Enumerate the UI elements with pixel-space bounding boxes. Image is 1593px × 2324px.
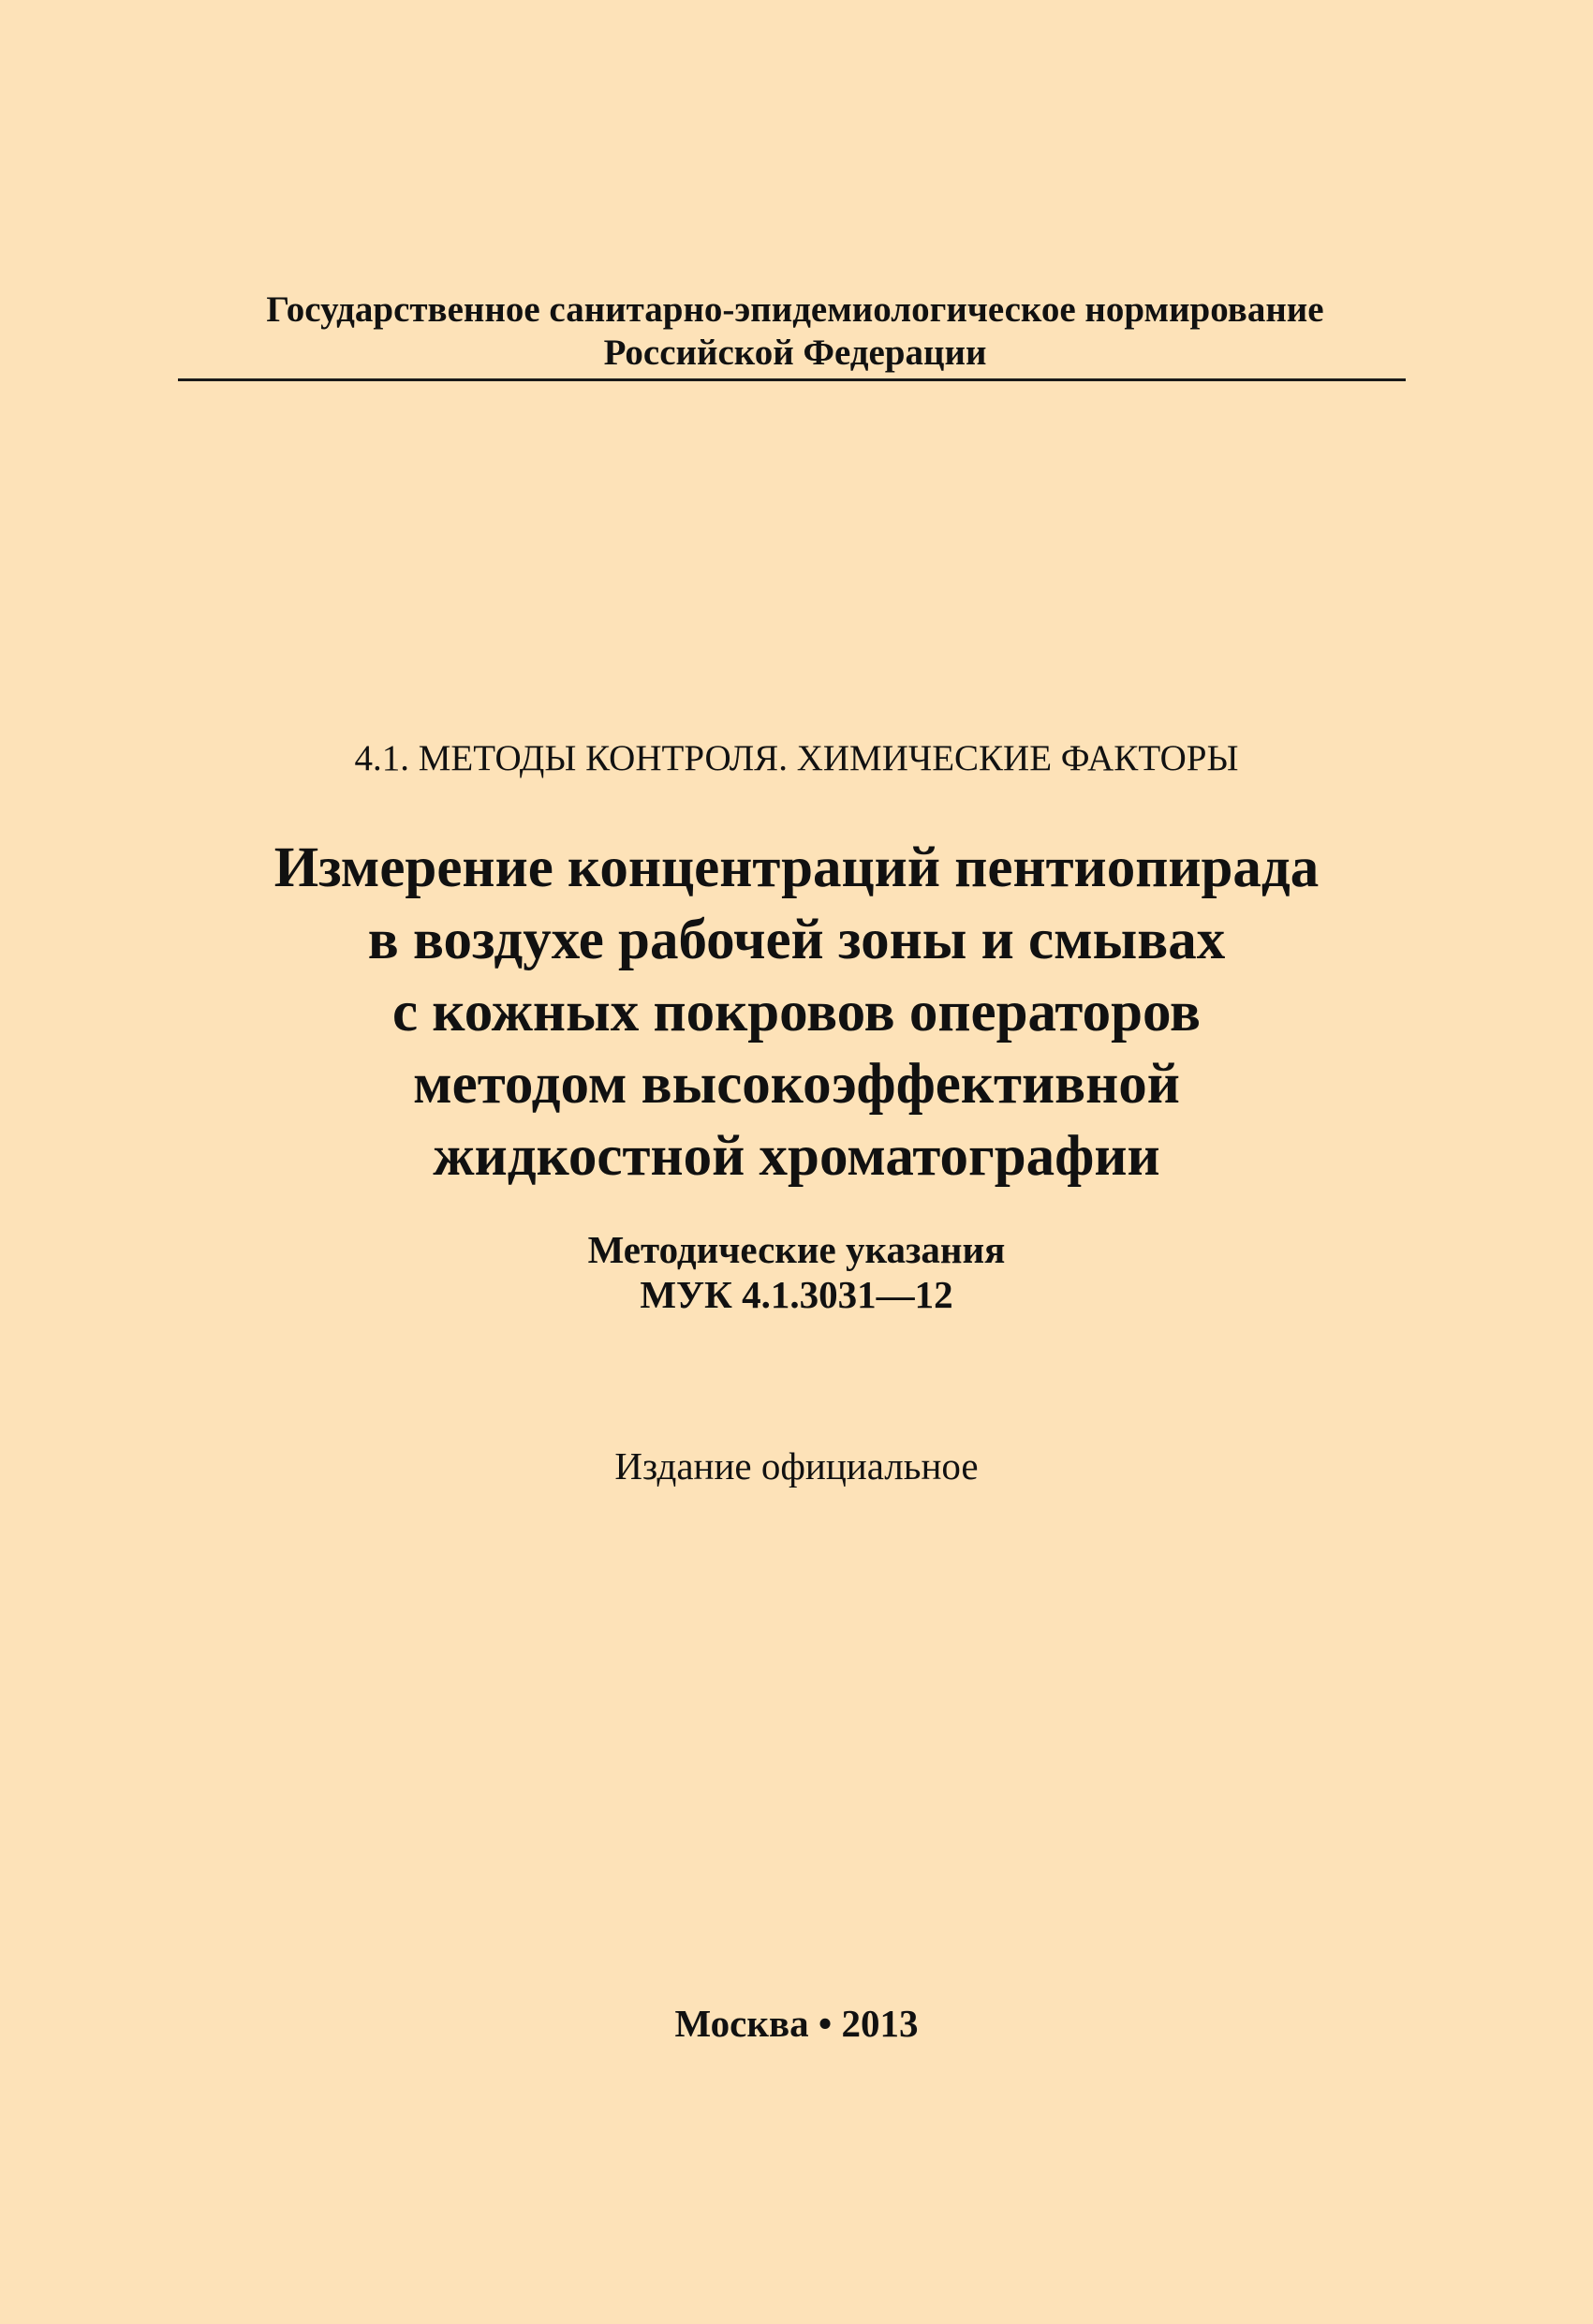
document-kind: Методические указания <box>587 1228 1006 1271</box>
title-line-5: жидкостной хроматографии <box>433 1125 1160 1188</box>
authority-line-2: Российской Федерации <box>603 333 987 373</box>
document-title <box>0 832 1593 1192</box>
series-heading: 4.1. МЕТОДЫ КОНТРОЛЯ. ХИМИЧЕСКИЕ ФАКТОРЫ <box>354 738 1239 778</box>
title-line-2: в воздухе рабочей зоны и смывах <box>367 909 1226 971</box>
imprint-city-year: Москва • 2013 <box>674 2002 919 2045</box>
title-line-4: методом высокоэффективной <box>413 1053 1180 1116</box>
issuing-authority <box>0 289 1593 375</box>
document-code: МУК 4.1.3031—12 <box>640 1273 953 1316</box>
edition-note: Издание официальное <box>614 1444 979 1488</box>
document-type <box>0 1227 1593 1317</box>
authority-line-1: Государственное санитарно-эпидемиологическое нормирование <box>266 289 1324 330</box>
title-line-3: с кожных покровов операторов <box>392 981 1201 1044</box>
header-divider <box>178 378 1406 381</box>
title-line-1: Измерение концентраций пентиопирада <box>273 836 1320 899</box>
